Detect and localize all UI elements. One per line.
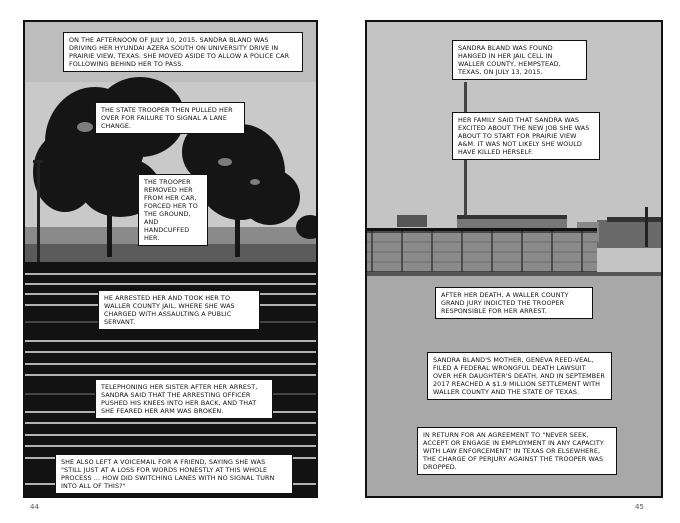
caption-right-3: AFTER HER DEATH, A WALLER COUNTY GRAND JURY INDICTED THE TROOPER RESPONSIBLE FOR HER ARREST. xyxy=(435,287,593,319)
caption-left-5: TELEPHONING HER SISTER AFTER HER ARREST, SANDRA SAID THAT THE ARRESTING OFFICER PUSHED HIS KNEES INTO HER BACK, AND THAT SHE FEARED HER ARM WAS BROKEN. xyxy=(95,379,273,419)
caption-right-1: SANDRA BLAND WAS FOUND HANGED IN HER JAIL CELL IN WALLER COUNTY, HEMPSTEAD, TEXAS, ON JULY 13, 2015. xyxy=(452,40,587,80)
caption-right-4: SANDRA BLAND'S MOTHER, GENEVA REED-VEAL, FILED A FEDERAL WRONGFUL DEATH LAWSUIT OVER HER DAUGHTER'S DEATH, AND IN SEPTEMBER 2017 REACHED A $1.9 MILLION SETTLEMENT WITH WALLER COUNTY AND THE STATE OF TEXAS. xyxy=(427,352,612,400)
road-scene-illustration xyxy=(25,22,318,498)
caption-left-6: SHE ALSO LEFT A VOICEMAIL FOR A FRIEND, SAYING SHE WAS "STILL JUST AT A LOSS FOR WORDS HONESTLY AT THIS WHOLE PROCESS ... HOW DID SWITCHING LANES WITH NO SIGNAL TURN INTO ALL OF THIS?" xyxy=(55,454,293,494)
left-comic-panel xyxy=(23,20,318,498)
caption-left-4: HE ARRESTED HER AND TOOK HER TO WALLER COUNTY JAIL, WHERE SHE WAS CHARGED WITH ASSAULTING A PUBLIC SERVANT. xyxy=(98,290,260,330)
caption-left-2: THE STATE TROOPER THEN PULLED HER OVER FOR FAILURE TO SIGNAL A LANE CHANGE. xyxy=(95,102,245,134)
right-page xyxy=(340,0,680,523)
caption-right-5: IN RETURN FOR AN AGREEMENT TO "NEVER SEEK, ACCEPT OR ENGAGE IN EMPLOYMENT IN ANY CAPACITY WITH LAW ENFORCEMENT" IN TEXAS OR ELSEWHERE, THE CHARGE OF PERJURY AGAINST THE TROOPER WAS DROPPED. xyxy=(417,427,617,475)
caption-right-2: HER FAMILY SAID THAT SANDRA WAS EXCITED ABOUT THE NEW JOB SHE WAS ABOUT TO START FOR PRAIRIE VIEW A&M. IT WAS NOT LIKELY SHE WOULD HAVE KILLED HERSELF. xyxy=(452,112,600,160)
page-number-left: 44 xyxy=(30,503,39,511)
caption-left-1: ON THE AFTERNOON OF JULY 10, 2015, SANDRA BLAND WAS DRIVING HER HYUNDAI AZERA SOUTH ON UNIVERSITY DRIVE IN PRAIRIE VIEW, TEXAS. SHE MOVED ASIDE TO ALLOW A POLICE CAR FOLLOWING BEHIND HER TO PASS. xyxy=(63,32,303,72)
page-number-right: 45 xyxy=(635,503,644,511)
caption-left-3: THE TROOPER REMOVED HER FROM HER CAR, FORCED HER TO THE GROUND, AND HANDCUFFED HER. xyxy=(138,174,208,246)
right-comic-panel xyxy=(365,20,663,498)
